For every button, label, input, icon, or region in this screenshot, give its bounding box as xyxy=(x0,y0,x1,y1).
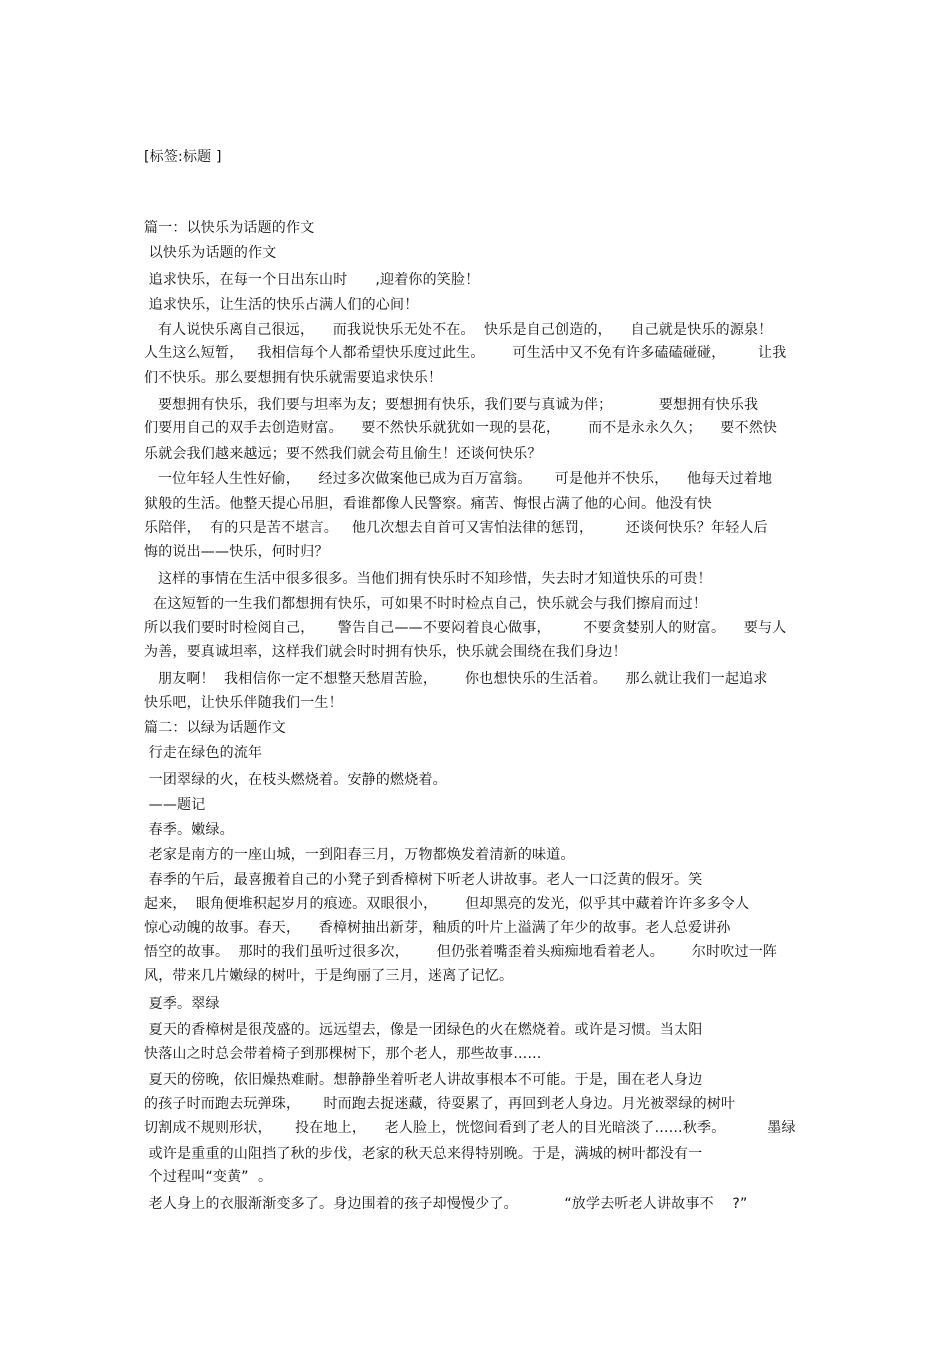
section-heading: 篇一：以快乐为话题的作文 xyxy=(144,220,315,236)
text-line: 乐就会我们越来越远；要不然我们就会苟且偷生！还谈何快乐？ xyxy=(144,446,542,462)
text-line: 一团翠绿的火，在枝头燃烧着。安静的燃烧着。 xyxy=(144,772,447,788)
text-line: 这样的事情在生活中很多很多。当他们拥有快乐时不知珍惜，失去时才知道快乐的可贵！ xyxy=(144,571,712,587)
text-line: 所以我们要时时检阅自己， 警告自己——不要闷着良心做事， 不要贪婪别人的财富。 要与人 xyxy=(144,620,787,636)
text-line: 个过程叫“变黄” 。 xyxy=(144,1169,273,1185)
text-line: 风，带来几片嫩绿的树叶，于是绚丽了三月，迷离了记忆。 xyxy=(144,968,514,984)
text-line: 追求快乐，让生活的快乐占满人们的心间！ xyxy=(144,297,419,313)
text-line: 切割成不规则形状， 投在地上， 老人脸上，恍惚间看到了老人的目光暗淡了……秋季。 墨绿 xyxy=(144,1120,796,1136)
text-line: 们不快乐。那么要想拥有快乐就需要追求快乐！ xyxy=(144,370,443,386)
text-line: 朋友啊！ 我相信你一定不想整天愁眉苦脸， 你也想快乐的生活着。 那么就让我们一起追求 xyxy=(144,671,768,687)
text-line: 春季。嫩绿。 xyxy=(144,822,234,838)
text-line: 要想拥有快乐，我们要与坦率为友；要想拥有快乐，我们要与真诚为伴； 要想拥有快乐我 xyxy=(144,397,759,413)
text-line: 快落山之时总会带着椅子到那棵树下，那个老人，那些故事…… xyxy=(144,1046,542,1062)
text-line: 悟空的故事。 那时的我们虽听过很多次， 但仍张着嘴歪着头痴痴地看着老人。 尔时吹过一阵 xyxy=(144,944,778,960)
text-line: 春季的午后，最喜搬着自己的小凳子到香樟树下听老人讲故事。老人一口泛黄的假牙。笑 xyxy=(144,872,703,888)
text-line: 在这短暂的一生我们都想拥有快乐，可如果不时时检点自己，快乐就会与我们擦肩而过！ xyxy=(144,596,708,612)
text-line: 或许是重重的山阻挡了秋的步伐，老家的秋天总来得特别晚。于是，满城的树叶都没有一 xyxy=(144,1146,703,1162)
text-line: 夏天的傍晚，依旧燥热难耐。想静静坐着听老人讲故事根本不可能。于是，围在老人身边 xyxy=(144,1072,703,1088)
text-line: 追求快乐，在每一个日出东山时 ,迎着你的笑脸！ xyxy=(144,272,480,288)
text-line: 乐陪伴， 有的只是苦不堪言。 他几次想去自首可又害怕法律的惩罚， 还谈何快乐？年轻人后 xyxy=(144,520,768,536)
text-line: 们要用自己的双手去创造财富。 要不然快乐就犹如一现的昙花， 而不是永永久久； 要不然快 xyxy=(144,420,778,436)
text-line: 人生这么短暂， 我相信每个人都希望快乐度过此生。 可生活中又不免有许多磕磕碰碰， 让我 xyxy=(144,345,787,361)
text-line: 惊心动魄的故事。春天， 香樟树抽出新芽，釉质的叶片上溢满了年少的故事。老人总爱讲孙 xyxy=(144,920,731,936)
text-line: ——题记 xyxy=(144,797,206,813)
text-line: 行走在绿色的流年 xyxy=(144,745,263,761)
text-line: 的孩子时而跑去玩弹珠， 时而跑去捉迷藏，待耍累了，再回到老人身边。月光被翠绿的树叶 xyxy=(144,1096,736,1112)
text-line: 夏天的香樟树是很茂盛的。远远望去，像是一团绿色的火在燃烧着。或许是习惯。当太阳 xyxy=(144,1022,703,1038)
text-line: 为善，要真诚坦率，这样我们就会时时拥有快乐，快乐就会围绕在我们身边！ xyxy=(144,644,627,660)
text-line: 快乐吧，让快乐伴随我们一生！ xyxy=(144,695,343,711)
text-line: 夏季。翠绿 xyxy=(144,996,220,1012)
text-line: 起来， 眼角便堆积起岁月的痕迹。双眼很小， 但却黑亮的发光，似乎其中藏着许许多多令人 xyxy=(144,896,750,912)
text-line: 狱般的生活。他整天提心吊胆，看谁都像人民警察。痛苦、悔恨占满了他的心间。他没有快 xyxy=(144,496,712,512)
text-line: 有人说快乐离自己很远， 而我说快乐无处不在。 快乐是自己创造的， 自己就是快乐的源泉！ xyxy=(144,322,773,338)
text-line: 悔的说出——快乐，何时归？ xyxy=(144,544,329,560)
text-line: 一位年轻人生性好偷， 经过多次做案他已成为百万富翁。 可是他并不快乐， 他每天过着地 xyxy=(144,471,773,487)
section-heading: 篇二：以绿为话题作文 xyxy=(144,720,286,736)
text-line: 老人身上的衣服渐渐变多了。身边围着的孩子却慢慢少了。 “放学去听老人讲故事不 ?” xyxy=(144,1196,748,1212)
text-line: 以快乐为话题的作文 xyxy=(144,245,277,261)
tag-line: [标签:标题 ] xyxy=(144,149,222,165)
text-line: 老家是南方的一座山城，一到阳春三月，万物都焕发着清新的味道。 xyxy=(144,847,575,863)
